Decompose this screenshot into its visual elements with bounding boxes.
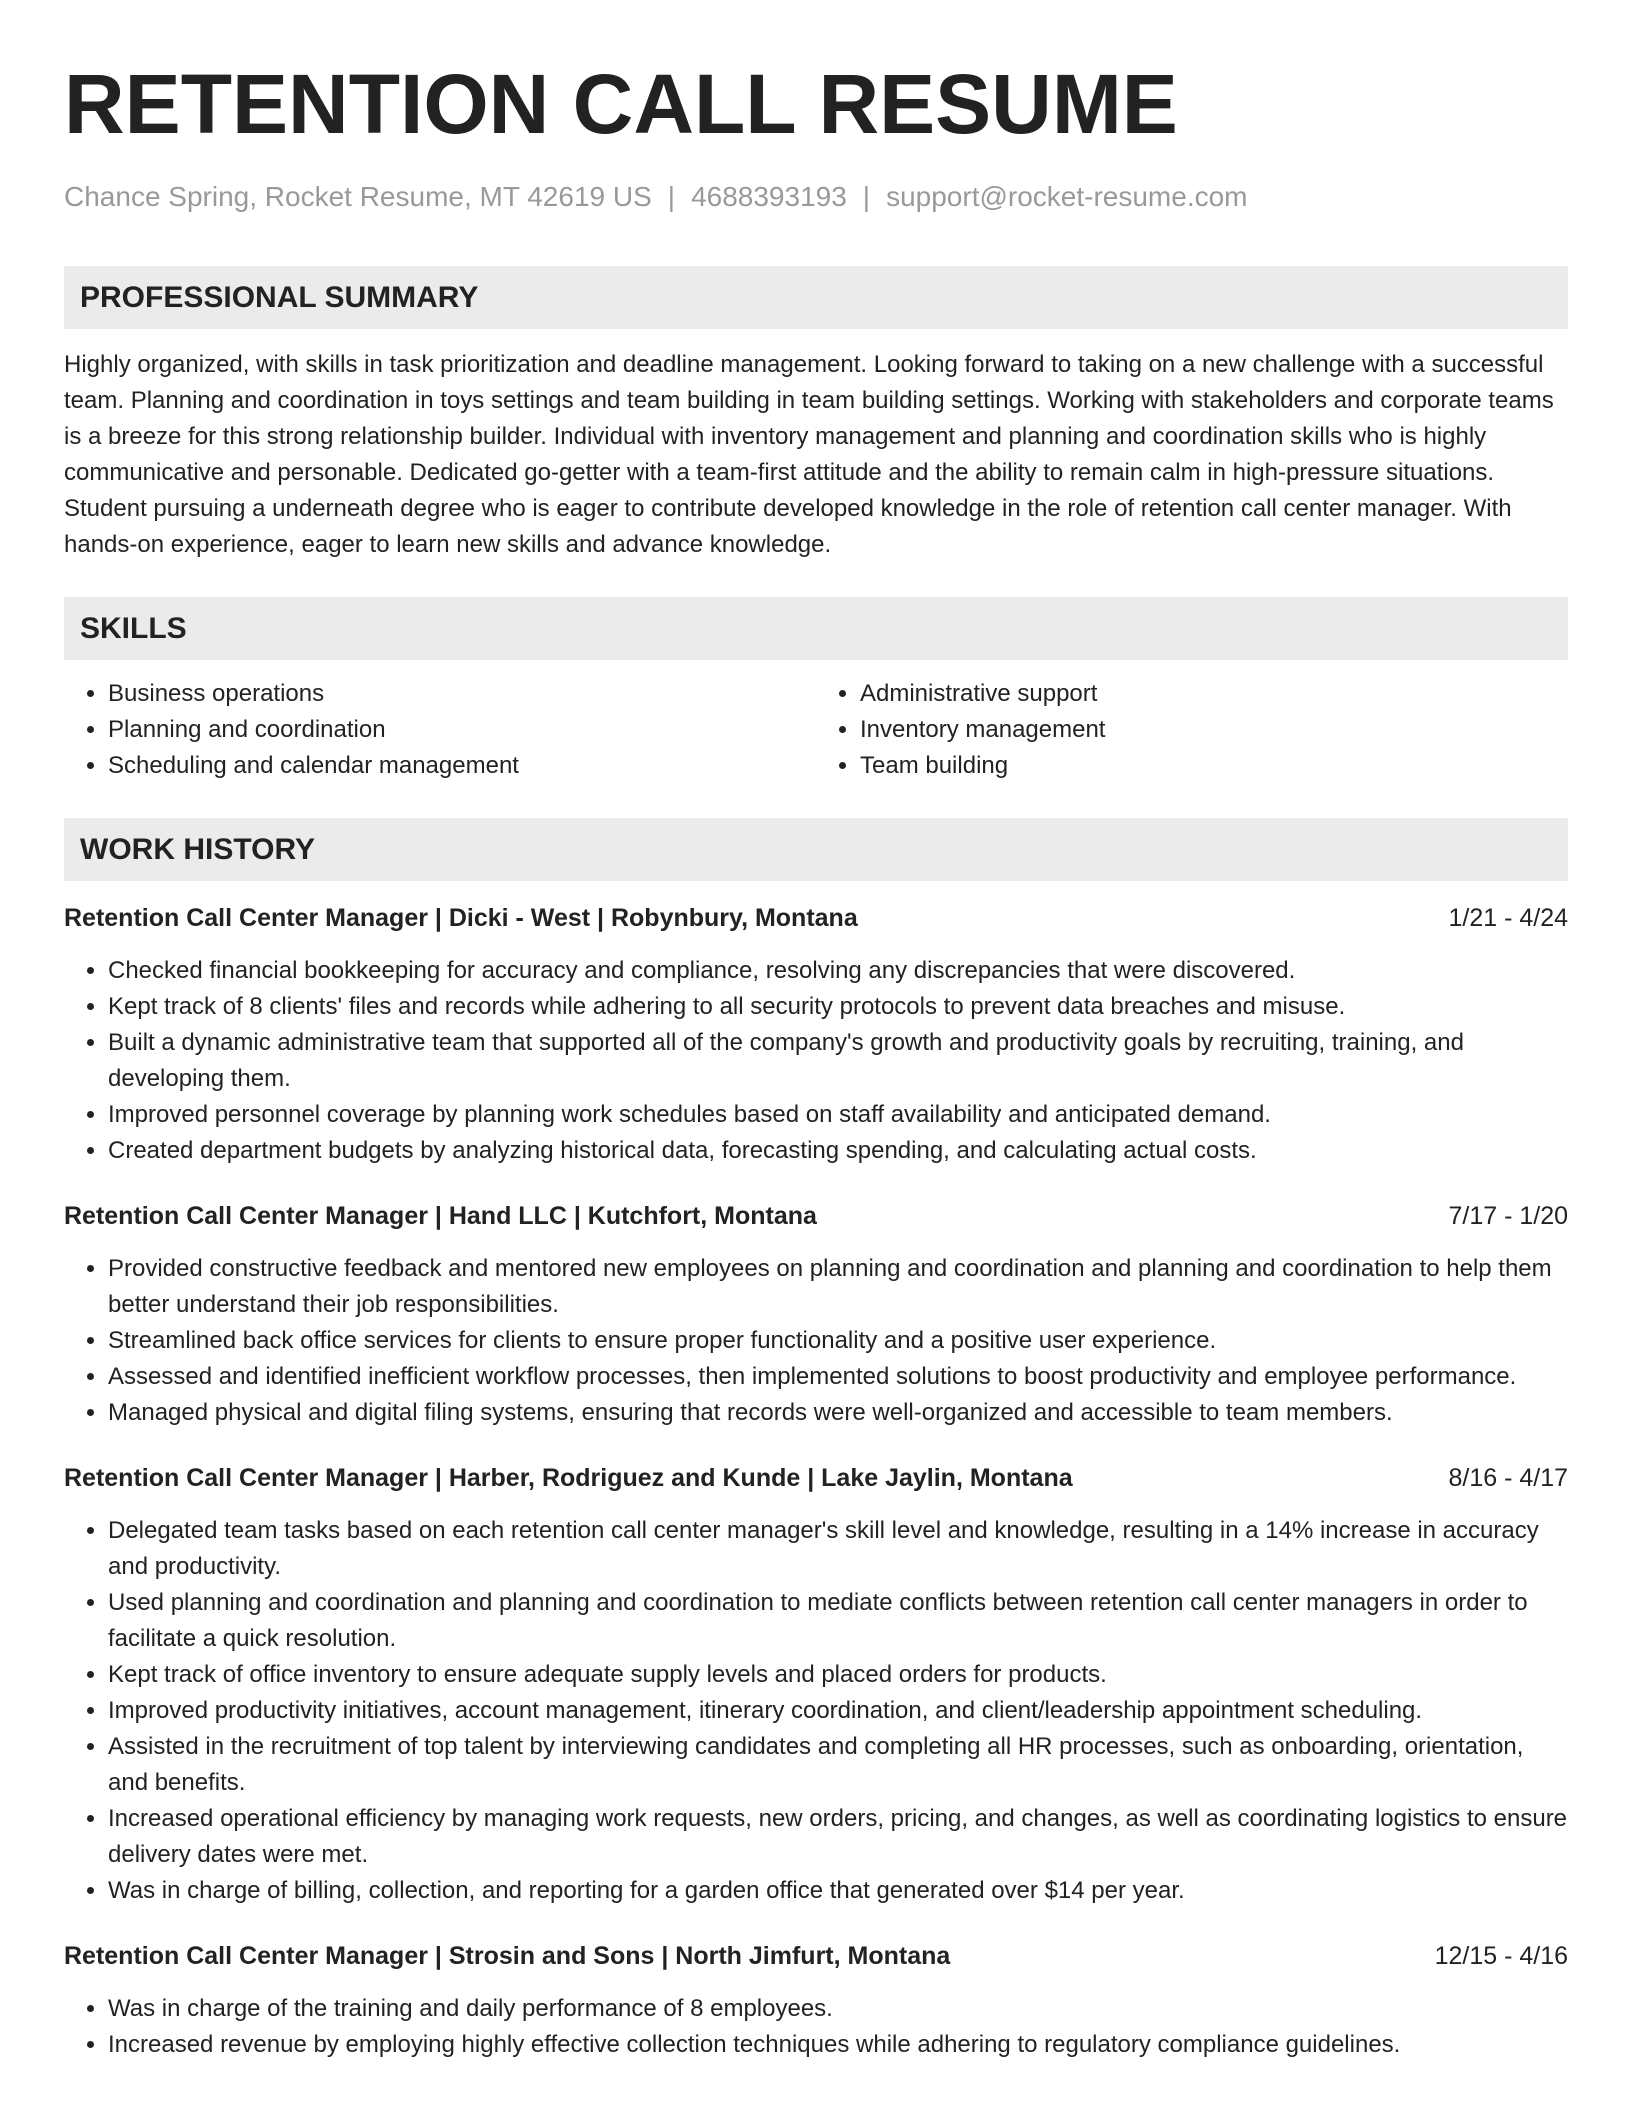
job-bullets	[64, 1251, 1568, 1431]
contact-separator: |	[667, 181, 676, 212]
job-bullet: • Provided constructive feedback and mentored new employees on planning and coordination and planning and coordination to help them better understand their job responsibilities.	[108, 1251, 1568, 1323]
job-dates: 1/21 - 4/24	[1448, 904, 1568, 932]
skill-item: • Inventory management	[860, 712, 1568, 748]
skills-right-column	[816, 676, 1568, 784]
job-bullet: • Improved productivity initiatives, account management, itinerary coordination, and client/leadership appointment scheduling.	[108, 1693, 1568, 1729]
skills-grid	[64, 676, 1568, 784]
job-bullet: • Created department budgets by analyzing historical data, forecasting spending, and calculating actual costs.	[108, 1133, 1568, 1169]
job-header	[64, 1199, 1568, 1233]
job-bullet: • Assessed and identified inefficient workflow processes, then implemented solutions to boost productivity and employee performance.	[108, 1359, 1568, 1395]
job-dates: 7/17 - 1/20	[1448, 1202, 1568, 1230]
job-header	[64, 1939, 1568, 1973]
summary-text: Highly organized, with skills in task prioritization and deadline management. Looking forward to taking on a new challenge with a successful team. Planning and coordination in toys settings and team building in team building settings. Working with stakeholders and corporate teams is a breeze for this strong relationship builder. Individual with inventory management and planning and coordination skills who is highly communicative and personable. Dedicated go-getter with a team-first attitude and the ability to remain calm in high-pressure situations. Student pursuing a underneath degree who is eager to contribute developed knowledge in the role of retention call center manager. With hands-on experience, eager to learn new skills and advance knowledge.	[64, 351, 1554, 558]
job-bullet: • Built a dynamic administrative team that supported all of the company's growth and productivity goals by recruiting, training, and developing them.	[108, 1025, 1568, 1097]
skills-left-column	[64, 676, 816, 784]
job-title: Retention Call Center Manager | Dicki - West | Robynbury, Montana	[64, 904, 858, 932]
job-bullet: • Was in charge of billing, collection, and reporting for a garden office that generated over $14 per year.	[108, 1873, 1568, 1909]
skill-item: • Business operations	[108, 676, 816, 712]
job-header	[64, 1461, 1568, 1495]
skill-item: • Scheduling and calendar management	[108, 748, 816, 784]
job-bullets	[64, 953, 1568, 1169]
skills-heading: SKILLS	[64, 597, 1568, 660]
job-bullet: • Used planning and coordination and planning and coordination to mediate conflicts between retention call center managers in order to facilitate a quick resolution.	[108, 1585, 1568, 1657]
job-bullet: • Increased operational efficiency by managing work requests, new orders, pricing, and changes, as well as coordinating logistics to ensure delivery dates were met.	[108, 1801, 1568, 1873]
work-history-heading: WORK HISTORY	[64, 818, 1568, 881]
job-title: Retention Call Center Manager | Hand LLC | Kutchfort, Montana	[64, 1202, 817, 1230]
resume-title: RETENTION CALL RESUME	[64, 57, 1178, 151]
contact-line	[64, 180, 1568, 214]
contact-email: support@rocket-resume.com	[886, 181, 1248, 212]
job-entry	[64, 1939, 1568, 2063]
summary-heading: PROFESSIONAL SUMMARY	[64, 266, 1568, 329]
contact-phone: 4688393193	[691, 181, 847, 212]
job-bullet: • Checked financial bookkeeping for accuracy and compliance, resolving any discrepancies that were discovered.	[108, 953, 1568, 989]
job-bullets	[64, 1991, 1568, 2063]
job-bullet: • Kept track of office inventory to ensure adequate supply levels and placed orders for products.	[108, 1657, 1568, 1693]
job-bullets	[64, 1513, 1568, 1909]
job-title: Retention Call Center Manager | Strosin and Sons | North Jimfurt, Montana	[64, 1942, 951, 1970]
job-bullet: • Was in charge of the training and daily performance of 8 employees.	[108, 1991, 1568, 2027]
job-entry	[64, 901, 1568, 1169]
job-bullet: • Assisted in the recruitment of top talent by interviewing candidates and completing all HR processes, such as onboarding, orientation, and benefits.	[108, 1729, 1568, 1801]
job-title: Retention Call Center Manager | Harber, Rodriguez and Kunde | Lake Jaylin, Montana	[64, 1464, 1073, 1492]
job-bullet: • Increased revenue by employing highly effective collection techniques while adhering to regulatory compliance guidelines.	[108, 2027, 1568, 2063]
job-dates: 12/15 - 4/16	[1434, 1942, 1568, 1970]
skill-item: • Planning and coordination	[108, 712, 816, 748]
job-bullet: • Kept track of 8 clients' files and records while adhering to all security protocols to prevent data breaches and misuse.	[108, 989, 1568, 1025]
job-entry	[64, 1461, 1568, 1909]
skill-item: • Administrative support	[860, 676, 1568, 712]
job-bullet: • Improved personnel coverage by planning work schedules based on staff availability and anticipated demand.	[108, 1097, 1568, 1133]
job-header	[64, 901, 1568, 935]
job-bullet: • Streamlined back office services for clients to ensure proper functionality and a positive user experience.	[108, 1323, 1568, 1359]
contact-separator: |	[862, 181, 871, 212]
contact-address: Chance Spring, Rocket Resume, MT 42619 US	[64, 181, 652, 212]
job-bullet: • Delegated team tasks based on each retention call center manager's skill level and knowledge, resulting in a 14% increase in accuracy and productivity.	[108, 1513, 1568, 1585]
skill-item: • Team building	[860, 748, 1568, 784]
job-bullet: • Managed physical and digital filing systems, ensuring that records were well-organized and accessible to team members.	[108, 1395, 1568, 1431]
job-entry	[64, 1199, 1568, 1431]
job-dates: 8/16 - 4/17	[1448, 1464, 1568, 1492]
